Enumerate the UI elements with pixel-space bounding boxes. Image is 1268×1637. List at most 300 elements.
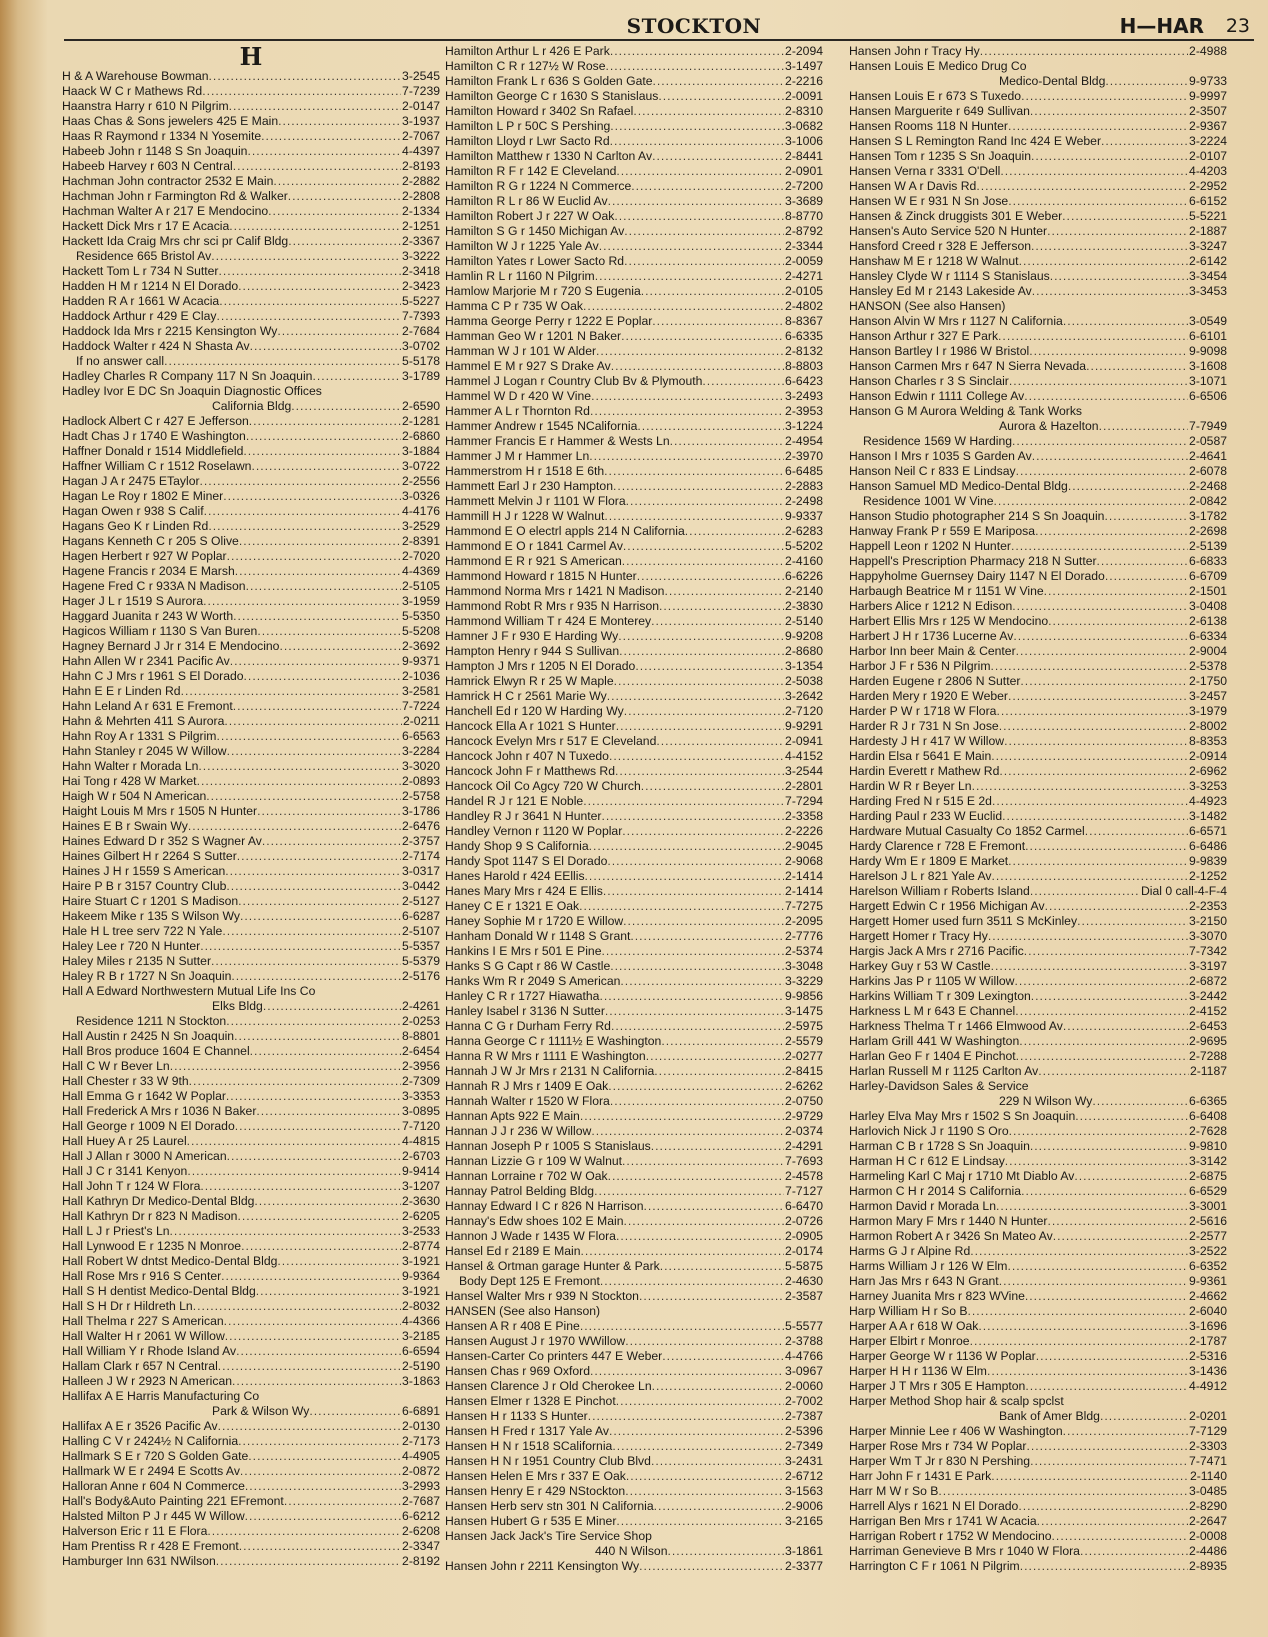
phone-number: 2-8391 — [402, 534, 440, 548]
listing-entry — [849, 1214, 1227, 1229]
listing-name: Hansen John r 2211 Kensington Wy — [445, 1559, 640, 1573]
phone-number: 2-1414 — [785, 869, 823, 883]
leader-dots — [1063, 1424, 1188, 1439]
leader-dots — [1074, 1169, 1188, 1184]
phone-number: 3-1224 — [785, 419, 823, 433]
listing-entry — [849, 329, 1227, 344]
listing-name: Hanson Bartley I r 1986 W Bristol — [849, 344, 1030, 358]
listing-entry — [445, 1544, 823, 1559]
listing-entry — [62, 1344, 440, 1359]
listing-entry — [62, 1179, 440, 1194]
leader-dots — [651, 1139, 784, 1154]
listing-name: Hammett Melvin J r 1101 W Flora — [445, 494, 626, 508]
leader-dots — [651, 1454, 784, 1469]
listing-name: Hahn E E r Linden Rd — [62, 684, 181, 698]
listing-entry — [62, 594, 440, 609]
listing-name: Hampton J Mrs r 1205 N El Dorado — [445, 659, 636, 673]
phone-number: 7-7693 — [785, 1154, 823, 1168]
leader-dots — [1009, 374, 1188, 389]
listing-entry — [445, 614, 823, 629]
leader-dots — [626, 494, 784, 509]
listing-entry — [62, 69, 440, 84]
listing-entry — [849, 1094, 1227, 1109]
listing-entry — [849, 44, 1227, 59]
phone-number: 2-4271 — [785, 269, 823, 283]
leader-dots — [231, 969, 401, 984]
leader-dots — [202, 84, 401, 99]
listing-name: Hall Huey A r 25 Laurel — [62, 1134, 187, 1148]
listing-entry — [445, 854, 823, 869]
leader-dots — [610, 1094, 784, 1109]
listing-name: Hansen A R r 408 E Pine — [445, 1319, 580, 1333]
listing-entry — [849, 869, 1227, 884]
phone-number: 2-8792 — [785, 224, 823, 238]
leader-dots — [608, 194, 784, 209]
leader-dots — [238, 1434, 401, 1449]
listing-entry — [445, 1364, 823, 1379]
leader-dots — [623, 1214, 784, 1229]
listing-entry — [445, 779, 823, 794]
leader-dots — [625, 1334, 784, 1349]
phone-number: 2-2556 — [402, 474, 440, 488]
listing-name: Handy Shop 9 S California — [445, 839, 589, 853]
listing-entry — [445, 1109, 823, 1124]
listing-entry — [62, 639, 440, 654]
phone-number: 3-2284 — [402, 744, 440, 758]
leader-dots — [1016, 464, 1188, 479]
leader-dots — [1062, 209, 1188, 224]
listing-entry — [445, 914, 823, 929]
listing-name: Hall Bros produce 1604 E Channel — [62, 1044, 250, 1058]
listing-entry — [849, 524, 1227, 539]
phone-number: 3-3001 — [1189, 1199, 1227, 1213]
leader-dots — [1085, 824, 1188, 839]
phone-number: 7-7224 — [402, 699, 440, 713]
phone-number: 2-5378 — [1189, 659, 1227, 673]
listing-name: Harrington C F r 1061 N Pilgrim — [849, 1559, 1020, 1573]
leader-dots — [263, 999, 401, 1014]
listing-entry — [62, 549, 440, 564]
leader-dots — [624, 704, 784, 719]
listing-name: Haanstra Harry r 610 N Pilgrim — [62, 99, 229, 113]
phone-number: 9-9098 — [1189, 344, 1227, 358]
listing-entry — [849, 554, 1227, 569]
leader-dots — [216, 309, 401, 324]
listing-name: Harrigan Ben Mrs r 1741 W Acacia — [849, 1514, 1037, 1528]
leader-dots — [651, 614, 784, 629]
leader-dots — [623, 539, 784, 554]
leader-dots — [626, 1469, 784, 1484]
listing-entry — [445, 149, 823, 164]
leader-dots — [659, 599, 784, 614]
listing-entry — [849, 119, 1227, 134]
leader-dots — [994, 494, 1189, 509]
listing-entry — [62, 1479, 440, 1494]
listing-entry — [445, 44, 823, 59]
leader-dots — [660, 1259, 784, 1274]
listing-entry — [445, 1484, 823, 1499]
leader-dots — [1000, 164, 1188, 179]
listing-name: Hahn Roy A r 1331 S Pilgrim — [62, 729, 217, 743]
phone-number: 4-4766 — [785, 1349, 823, 1363]
listing-name: Hansen Jack Jack's Tire Service Shop — [445, 1529, 652, 1543]
listing-entry — [849, 1244, 1227, 1259]
phone-number: 2-5105 — [402, 579, 440, 593]
listing-name: Hall Walter H r 2061 W Willow — [62, 1329, 225, 1343]
phone-number: 3-1789 — [402, 369, 440, 383]
phone-number: 2-7002 — [785, 1394, 823, 1408]
leader-dots — [1016, 644, 1188, 659]
listing-entry — [445, 584, 823, 599]
listing-name: Hanks Wm R r 2049 S American — [445, 974, 621, 988]
listing-name: Harkey Guy r 53 W Castle — [849, 959, 991, 973]
phone-number: 2-6962 — [1189, 764, 1227, 778]
listing-entry — [62, 99, 440, 114]
listing-name: Harrell Alys r 1621 N El Dorado — [849, 1499, 1019, 1513]
phone-number: 2-2216 — [785, 74, 823, 88]
listing-entry — [62, 729, 440, 744]
listing-entry — [445, 104, 823, 119]
listing-name: Haines Gilbert H r 2264 S Sutter — [62, 849, 237, 863]
phone-number: 2-0060 — [785, 1379, 823, 1393]
listing-name: Hansen & Zinck druggists 301 E Weber — [849, 209, 1063, 223]
phone-number: 2-4630 — [785, 1274, 823, 1288]
phone-number: 2-0750 — [785, 1094, 823, 1108]
leader-dots — [227, 744, 401, 759]
listing-entry — [62, 1524, 440, 1539]
leader-dots — [623, 914, 784, 929]
leader-dots — [600, 1274, 784, 1289]
listing-name: Hammerstrom H r 1518 E 6th — [445, 464, 605, 478]
listing-entry — [445, 509, 823, 524]
listing-entry — [849, 899, 1227, 914]
leader-dots — [198, 759, 401, 774]
listing-name: Hansel Ed r 2189 E Main — [445, 1244, 581, 1258]
listing-entry — [62, 1119, 440, 1134]
listing-name: Hagans Geo K r Linden Rd — [62, 519, 209, 533]
listing-name: Hardy Clarence r 728 E Fremont — [849, 839, 1026, 853]
listing-entry — [62, 1044, 440, 1059]
listing-entry — [445, 1259, 823, 1274]
phone-number: 6-6101 — [1189, 329, 1227, 343]
listing-name: Haley Miles r 2135 N Sutter — [62, 954, 212, 968]
leader-dots — [224, 714, 402, 729]
listing-name: Hammond E R r 921 S American — [445, 554, 622, 568]
listing-name: Bank of Amer Bldg — [999, 1409, 1100, 1423]
listing-entry — [849, 1484, 1227, 1499]
listing-entry — [849, 1034, 1227, 1049]
phone-number: 9-9810 — [1189, 1139, 1227, 1153]
phone-number: 3-1863 — [402, 1374, 440, 1388]
listing-entry — [445, 209, 823, 224]
phone-number: 6-6486 — [1189, 839, 1227, 853]
listing-name: Hanson Studio photographer 214 S Sn Joaquin — [849, 509, 1105, 523]
listing-name: Harley Elva May Mrs r 1502 S Sn Joaquin — [849, 1109, 1076, 1123]
listing-entry — [445, 329, 823, 344]
listing-name: Residence 1211 N Stockton — [76, 1014, 227, 1028]
listing-name: Hansen Elmer r 1328 E Pinchot — [445, 1394, 616, 1408]
listing-entry — [849, 1259, 1227, 1274]
leader-dots — [1031, 989, 1188, 1004]
phone-number: 3-1921 — [402, 1284, 440, 1298]
listing-entry — [445, 659, 823, 674]
page-number: 23 — [1225, 15, 1250, 37]
phone-number: 2-7174 — [402, 849, 440, 863]
phone-number: 6-6152 — [1189, 194, 1227, 208]
listing-entry — [849, 1274, 1227, 1289]
listing-entry — [445, 989, 823, 1004]
phone-number: 2-1750 — [1189, 674, 1227, 688]
phone-number: 4-4905 — [402, 1449, 440, 1463]
leader-dots — [1030, 104, 1188, 119]
leader-dots — [229, 219, 401, 234]
listing-entry — [849, 509, 1227, 524]
phone-number: 2-7309 — [402, 1074, 440, 1088]
listing-name: Haddock Arthur r 429 E Clay — [62, 309, 217, 323]
listing-name: Hansley Ed M r 2143 Lakeside Av — [849, 284, 1032, 298]
leader-dots — [244, 669, 402, 684]
listing-name: Hackett Tom L r 734 N Sutter — [62, 264, 219, 278]
leader-dots — [616, 1229, 784, 1244]
listing-name: Hansen Herb serv stn 301 N California — [445, 1499, 654, 1513]
phone-number: 5-5350 — [402, 609, 440, 623]
listing-name: Haas R Raymond r 1334 N Yosemite — [62, 129, 262, 143]
phone-number: 3-3070 — [1189, 929, 1227, 943]
listing-name: Hannay Edward I C r 826 N Harrison — [445, 1199, 644, 1213]
leader-dots — [1005, 1154, 1188, 1169]
leader-dots — [273, 174, 401, 189]
listing-name: Hai Tong r 428 W Market — [62, 774, 197, 788]
listing-entry — [445, 794, 823, 809]
listing-continued-line — [849, 299, 1227, 314]
phone-number: 6-6335 — [785, 329, 823, 343]
leader-dots — [616, 164, 784, 179]
listing-name: Hamma George Perry r 1222 E Poplar — [445, 314, 653, 328]
phone-number: 3-1207 — [402, 1179, 440, 1193]
listing-entry — [445, 1439, 823, 1454]
listing-entry — [849, 134, 1227, 149]
listing-name: Hargett Homer r Tracy Hy — [849, 929, 988, 943]
listing-entry — [62, 759, 440, 774]
listing-entry — [445, 59, 823, 74]
listing-name: Hanley C R r 1727 Hiawatha — [445, 989, 600, 1003]
leader-dots — [611, 1019, 784, 1034]
header-rule — [64, 39, 1254, 41]
listing-entry — [445, 1034, 823, 1049]
listing-name: Harbers Alice r 1212 N Edison — [849, 599, 1013, 613]
listing-entry — [849, 374, 1227, 389]
leader-dots — [1036, 1349, 1188, 1364]
phone-number: 7-7129 — [1189, 1424, 1227, 1438]
phone-number: 3-2224 — [1189, 134, 1227, 148]
phone-number: 3-0895 — [402, 1104, 440, 1118]
leader-dots — [164, 354, 401, 369]
leader-dots — [661, 1034, 784, 1049]
listing-entry — [445, 1154, 823, 1169]
phone-number: 2-4641 — [1189, 449, 1227, 463]
leader-dots — [188, 819, 401, 834]
listing-entry — [445, 809, 823, 824]
phone-number: 7-7949 — [1189, 419, 1227, 433]
listing-entry — [62, 654, 440, 669]
listing-entry — [62, 459, 440, 474]
listing-entry — [849, 614, 1227, 629]
listing-name: Hanley Isabel r 3136 N Sutter — [445, 1004, 605, 1018]
listing-entry — [849, 149, 1227, 164]
leader-dots — [591, 1124, 784, 1139]
leader-dots — [618, 629, 784, 644]
listing-name: Hannah R J Mrs r 1409 E Oak — [445, 1079, 609, 1093]
phone-number: 8-8803 — [785, 359, 823, 373]
phone-number: 2-7687 — [402, 1494, 440, 1508]
leader-dots — [606, 59, 785, 74]
listing-entry — [62, 129, 440, 144]
listing-entry — [849, 1499, 1227, 1514]
phone-number: 3-2642 — [785, 689, 823, 703]
leader-dots — [1068, 479, 1188, 494]
listing-name: Harden Eugene r 2806 N Sutter — [849, 674, 1021, 688]
listing-name: Hall S H Dr r Hildreth Ln — [62, 1299, 193, 1313]
listing-name: Hannay Patrol Belding Bldg — [445, 1184, 595, 1198]
listing-name: Happyholme Guernsey Dairy 1147 N El Dorado — [849, 569, 1105, 583]
listing-name: Hancock Oil Co Agcy 720 W Church — [445, 779, 641, 793]
listing-entry — [445, 419, 823, 434]
listing-entry — [445, 1229, 823, 1244]
leader-dots — [991, 749, 1188, 764]
leader-dots — [256, 1104, 401, 1119]
phone-number: 6-6365 — [1189, 1094, 1227, 1108]
phone-number: 2-0914 — [1189, 749, 1227, 763]
listing-entry — [849, 1229, 1227, 1244]
phone-number: 3-0485 — [1189, 1484, 1227, 1498]
listing-name: Hagene Francis r 2034 E Marsh — [62, 564, 235, 578]
leader-dots — [579, 899, 784, 914]
phone-number: 2-1787 — [1189, 1334, 1227, 1348]
phone-number: 2-8680 — [785, 644, 823, 658]
phone-number: 2-8193 — [402, 159, 440, 173]
leader-dots — [221, 1269, 401, 1284]
phone-number: 2-7120 — [785, 704, 823, 718]
listing-name: Haffner Donald r 1514 Middlefield — [62, 444, 244, 458]
leader-dots — [1047, 224, 1188, 239]
phone-number: 5-5178 — [402, 354, 440, 368]
phone-number: 3-2529 — [402, 519, 440, 533]
listing-entry — [445, 524, 823, 539]
phone-number: 6-6891 — [402, 1404, 440, 1418]
leader-dots — [246, 429, 401, 444]
phone-number: 2-8192 — [402, 1554, 440, 1568]
leader-dots — [1063, 1019, 1188, 1034]
leader-dots — [624, 224, 784, 239]
listing-entry — [445, 1049, 823, 1064]
listing-name: Hahn Stanley r 2045 W Willow — [62, 744, 227, 758]
listing-entry — [849, 1019, 1227, 1034]
leader-dots — [988, 929, 1188, 944]
listing-name: Hampton Henry r 944 S Sullivan — [445, 644, 620, 658]
listing-name: Hannan Apts 922 E Main — [445, 1109, 580, 1123]
listing-name: Hahn & Mehrten 411 S Aurora — [62, 714, 225, 728]
listing-name: Elks Bldg — [212, 999, 263, 1013]
listing-name: Harper Elbirt r Monroe — [849, 1334, 970, 1348]
listing-entry — [445, 404, 823, 419]
leader-dots — [247, 144, 401, 159]
phone-number: 2-7349 — [785, 1439, 823, 1453]
listing-name: Hansen S L Remington Rand Inc 424 E Weber — [849, 134, 1102, 148]
listing-entry — [445, 1334, 823, 1349]
listing-name: Harelson J L r 821 Yale Av — [849, 869, 992, 883]
phone-number: 2-0374 — [785, 1124, 823, 1138]
listing-name: Harp William H r So B — [849, 1304, 968, 1318]
phone-number: 2-0726 — [785, 1214, 823, 1228]
leader-dots — [256, 1284, 401, 1299]
listing-entry — [62, 1419, 440, 1434]
listing-entry — [445, 1124, 823, 1139]
listing-entry — [849, 1004, 1227, 1019]
leader-dots — [1021, 1184, 1188, 1199]
listing-name: Hardin Elsa r 5641 E Main — [849, 749, 992, 763]
leader-dots — [620, 974, 784, 989]
leader-dots — [209, 69, 402, 84]
leader-dots — [616, 719, 784, 734]
leader-dots — [1025, 1379, 1188, 1394]
listing-entry — [445, 1244, 823, 1259]
listing-name: Hanson Carmen Mrs r 647 N Sierra Nevada — [849, 359, 1087, 373]
leader-dots — [1047, 1214, 1188, 1229]
listing-entry — [445, 1349, 823, 1364]
phone-number: 2-9045 — [785, 839, 823, 853]
listing-name: Hamilton R G r 1224 N Commerce — [445, 179, 632, 193]
leader-dots — [1080, 1544, 1188, 1559]
phone-number: 2-6453 — [1189, 1019, 1227, 1033]
phone-number: 3-3048 — [785, 959, 823, 973]
leader-dots — [1031, 149, 1188, 164]
phone-number: 2-2883 — [785, 479, 823, 493]
leader-dots — [233, 609, 401, 624]
leader-dots — [652, 1379, 784, 1394]
phone-number: 2-6078 — [1189, 464, 1227, 478]
leader-dots — [312, 369, 401, 384]
leader-dots — [238, 279, 401, 294]
phone-number: 3-1563 — [785, 1484, 823, 1498]
listing-name: Hallmark W E r 2494 E Scotts Av — [62, 1464, 240, 1478]
leader-dots — [232, 1374, 401, 1389]
leader-dots — [1075, 1109, 1188, 1124]
leader-dots — [610, 134, 784, 149]
leader-dots — [631, 179, 784, 194]
leader-dots — [262, 834, 401, 849]
listing-name: Hansen Tom r 1235 S Sn Joaquin — [849, 149, 1032, 163]
listing-entry — [445, 704, 823, 719]
leader-dots — [1026, 1439, 1188, 1454]
listing-name: Haines J H r 1559 S American — [62, 864, 226, 878]
listing-name: Hamburger Inn 631 NWilson — [62, 1554, 216, 1568]
listing-name: Haney C E r 1321 E Oak — [445, 899, 580, 913]
leader-dots — [226, 1089, 401, 1104]
listing-entry — [445, 734, 823, 749]
phone-number: 3-3229 — [785, 974, 823, 988]
leader-dots — [643, 1199, 784, 1214]
listing-name: Hanson G M Aurora Welding & Tank Works — [849, 404, 1083, 418]
listing-entry — [62, 399, 440, 414]
phone-number: 2-3303 — [1189, 1439, 1227, 1453]
listing-entry — [62, 834, 440, 849]
listing-name: Handley R J r 3641 N Hunter — [445, 809, 602, 823]
leader-dots — [170, 1224, 402, 1239]
phone-number: 2-1334 — [402, 204, 440, 218]
leader-dots — [1019, 254, 1188, 269]
listing-name: Hannah J W Jr Mrs r 2131 N California — [445, 1064, 655, 1078]
listing-name: Hanson Edwin r 1111 College Av — [849, 389, 1025, 403]
